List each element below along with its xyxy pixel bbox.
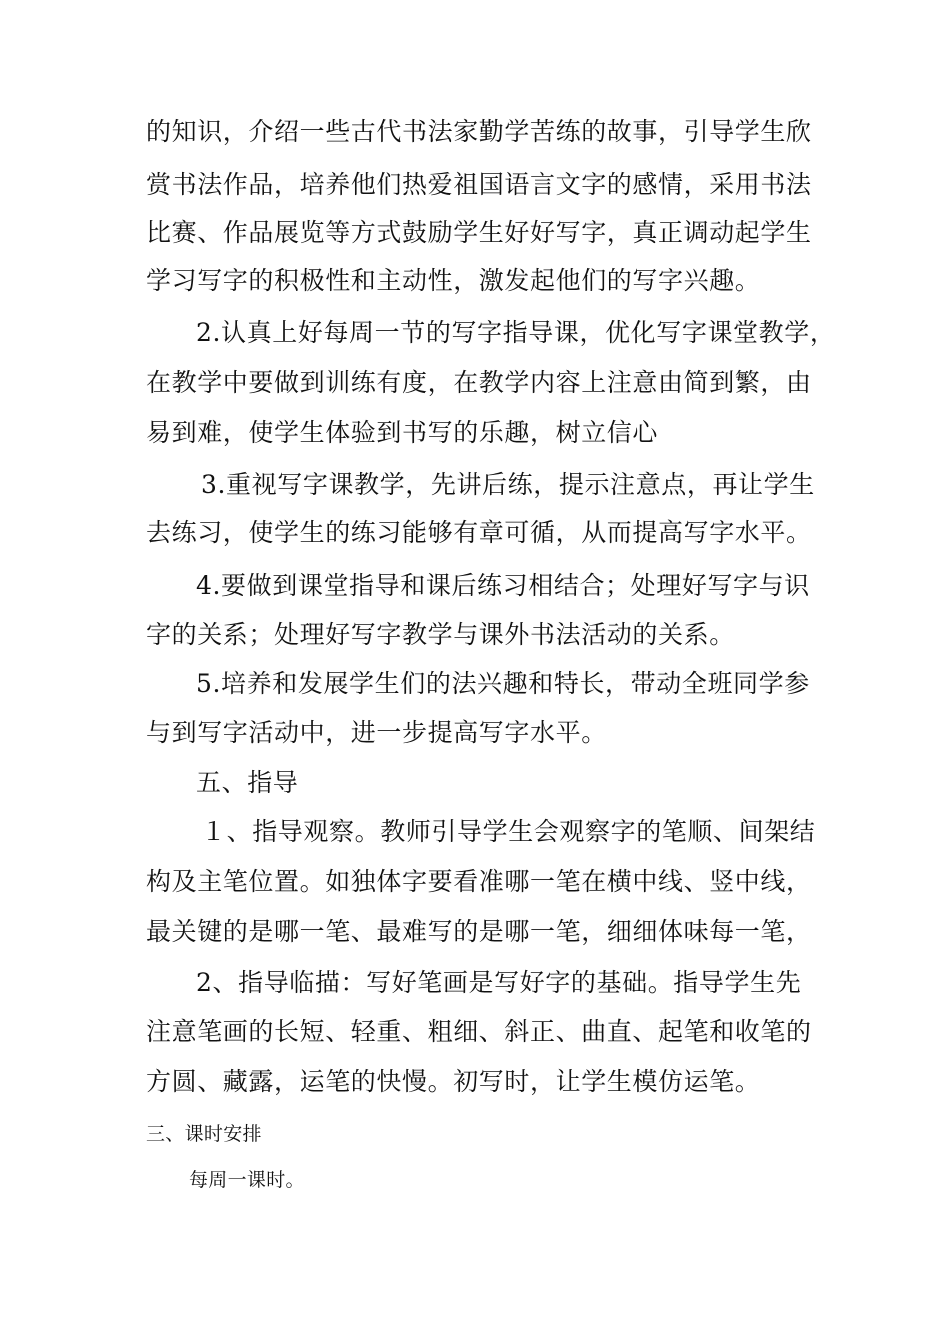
paragraph-line: 4.要做到课堂指导和课后练习相结合；处理好写字与识 [196,571,810,600]
paragraph-line: １、指导观察。教师引导学生会观察字的笔顺、间架结 [201,817,816,846]
paragraph-line: 易到难，使学生体验到书写的乐趣，树立信心 [146,418,659,447]
paragraph-line: 最关键的是哪一笔、最难写的是哪一笔，细细体味每一笔， [146,917,812,946]
paragraph-line: 赏书法作品，培养他们热爱祖国语言文字的感情，采用书法 [146,170,812,199]
paragraph-line: 比赛、作品展览等方式鼓励学生好好写字，真正调动起学生 [146,218,812,247]
paragraph-line: 去练习，使学生的练习能够有章可循，从而提高写字水平。 [146,518,812,547]
paragraph-line: 方圆、藏露，运笔的快慢。初写时，让学生模仿运笔。 [146,1067,761,1096]
paragraph-line: 2.认真上好每周一节的写字指导课，优化写字课堂教学， [196,318,836,347]
paragraph-line: 的知识，介绍一些古代书法家勤学苦练的故事，引导学生欣 [146,117,812,146]
section-heading: 五、指导 [196,768,299,797]
paragraph-line: 每周一课时。 [189,1169,305,1191]
paragraph-line: 构及主笔位置。如独体字要看准哪一笔在横中线、竖中线， [146,867,812,896]
paragraph-line: 字的关系；处理好写字教学与课外书法活动的关系。 [146,620,735,649]
paragraph-line: 3.重视写字课教学，先讲后练，提示注意点，再让学生 [201,470,815,499]
paragraph-line: 学习写字的积极性和主动性，激发起他们的写字兴趣。 [146,266,761,295]
paragraph-line: 与到写字活动中，进一步提高写字水平。 [146,718,607,747]
paragraph-line: 注意笔画的长短、轻重、粗细、斜正、曲直、起笔和收笔的 [146,1017,812,1046]
paragraph-line: 2、指导临描：写好笔画是写好字的基础。指导学生先 [196,968,802,997]
paragraph-line: 5.培养和发展学生们的法兴趣和特长，带动全班同学参 [196,669,810,698]
section-heading: 三、课时安排 [146,1123,262,1145]
paragraph-line: 在教学中要做到训练有度，在教学内容上注意由简到繁，由 [146,368,812,397]
